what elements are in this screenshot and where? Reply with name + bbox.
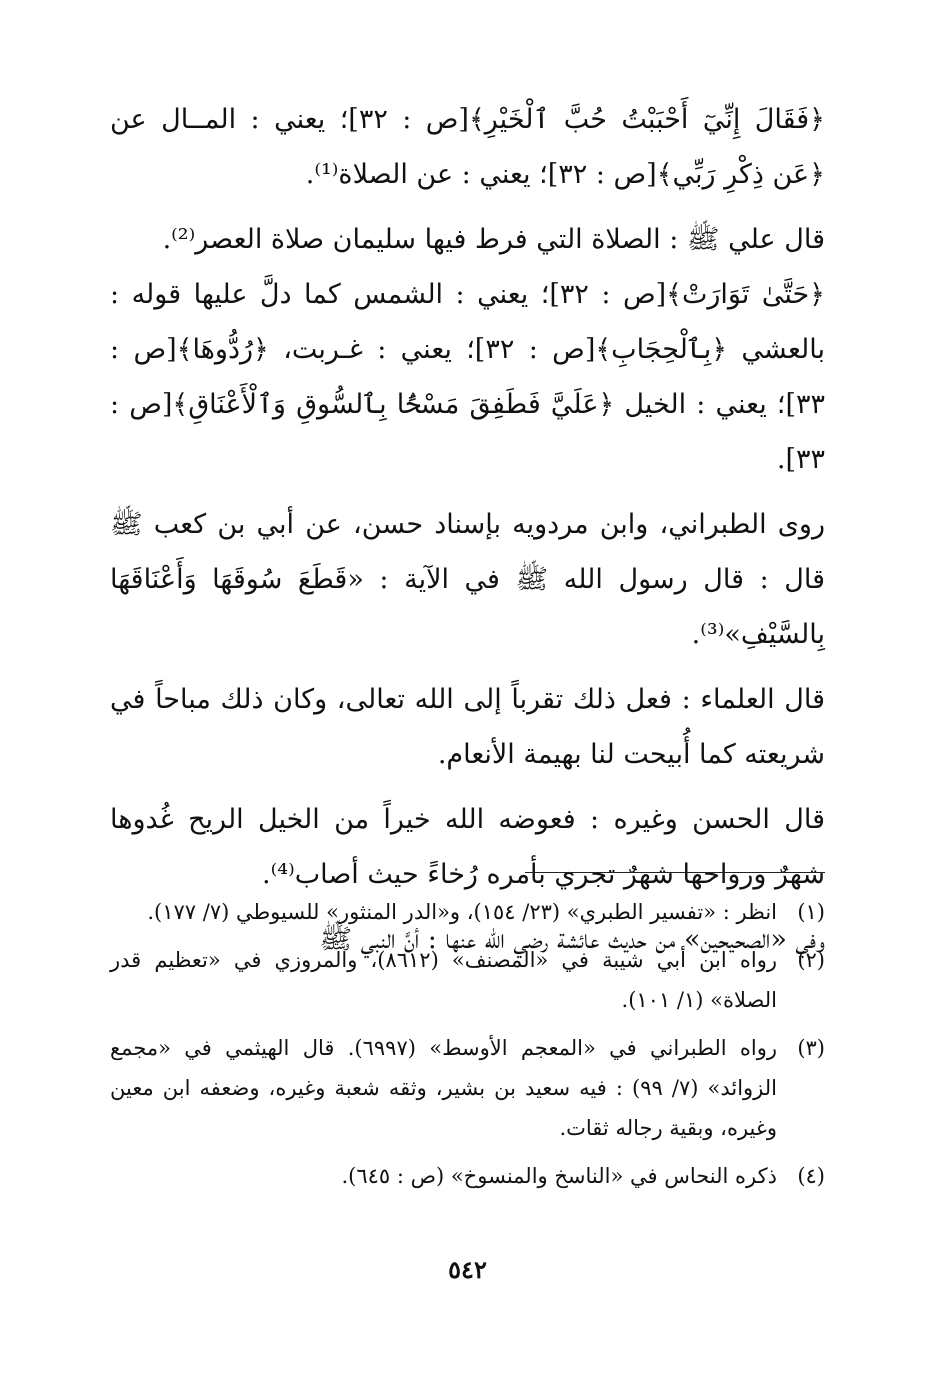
footnote-number: (٢) xyxy=(797,948,825,972)
footnote-number: (١) xyxy=(797,900,825,924)
main-text xyxy=(110,92,825,967)
paragraph: وفي «الصحيحين» من حديث عائشة رضي الله عنها : أنَّ النبي ﷺ xyxy=(319,924,825,955)
paragraph: قال علي ﷺ : الصلاة التي فرط فيها سليمان صلاة العصر⁽²⁾. xyxy=(162,224,825,255)
footnote-text: ذكره النحاس في «الناسخ والمنسوخ» (ص : ٦٤٥). xyxy=(341,1164,777,1188)
footnote xyxy=(110,1028,825,1148)
footnote xyxy=(110,1156,825,1196)
footnote-number: (٤) xyxy=(797,1164,825,1188)
paragraph: روى الطبراني، وابن مردويه بإسناد حسن، عن أبي بن كعب ﷺ قال : قال رسول الله ﷺ في الآية : «قَطَعَ سُوقَهَا وَأَعْنَاقَهَا بِالسَّيْفِ»⁽³⁾. xyxy=(110,509,825,650)
paragraph: قال الحسن وغيره : فعوضه الله خيراً من الخيل الريح غُدوها شهرٌ ورواحها شهرٌ تجري بأمره رُخاءً حيث أصاب⁽⁴⁾. xyxy=(110,804,825,890)
footnote-divider xyxy=(525,872,825,873)
page xyxy=(110,92,825,1312)
paragraph: ﴿فَقَالَ إِنِّيٓ أَحْبَبْتُ حُبَّ ٱلْخَيْرِ﴾[ص : ٣٢]؛ يعني : المــال عن ﴿عَن ذِكْرِ رَبِّي﴾[ص : ٣٢]؛ يعني : عن الصلاة⁽¹⁾. xyxy=(110,104,825,190)
footnotes xyxy=(110,892,825,1204)
footnote-text: انظر : «تفسير الطبري» (٢٣/ ١٥٤)، و«الدر المنثور» للسيوطي (٧/ ١٧٧). xyxy=(147,900,777,924)
footnote-text: رواه ابن أبي شيبة في «المصنف» (٨٦١٢)، والمروزي في «تعظيم قدر الصلاة» (١/ ١٠١). xyxy=(110,948,777,1012)
page-number: ٥٤٢ xyxy=(448,1255,487,1284)
footnote xyxy=(110,940,825,1020)
paragraph: ﴿حَتَّىٰ تَوَارَتْ﴾[ص : ٣٢]؛ يعني : الشمس كما دلَّ عليها قوله : بالعشي ﴿بِٱلْحِجَابِ﴾[ص : ٣٢]؛ يعني : غـربت، ﴿رُدُّوهَا﴾[ص : ٣٣]؛ يعني : الخيل ﴿عَلَيَّ فَطَفِقَ مَسْحًۢا بِٱلسُّوقِ وَٱلْأَعْنَاقِ﴾[ص : ٣٣]. xyxy=(110,279,825,475)
footnote-number: (٣) xyxy=(797,1036,825,1060)
paragraph: قال العلماء : فعل ذلك تقرباً إلى الله تعالى، وكان ذلك مباحاً في شريعته كما أُبيحت لنا بهيمة الأنعام. xyxy=(110,684,825,770)
footnote xyxy=(110,892,825,932)
footnote-text: رواه الطبراني في «المعجم الأوسط» (٦٩٩٧). قال الهيثمي في «مجمع الزوائد» (٧/ ٩٩) : فيه سعيد بن بشير، وثقه شعبة وغيره، وضعفه ابن معين وغيره، وبقية رجاله ثقات. xyxy=(110,1036,777,1140)
